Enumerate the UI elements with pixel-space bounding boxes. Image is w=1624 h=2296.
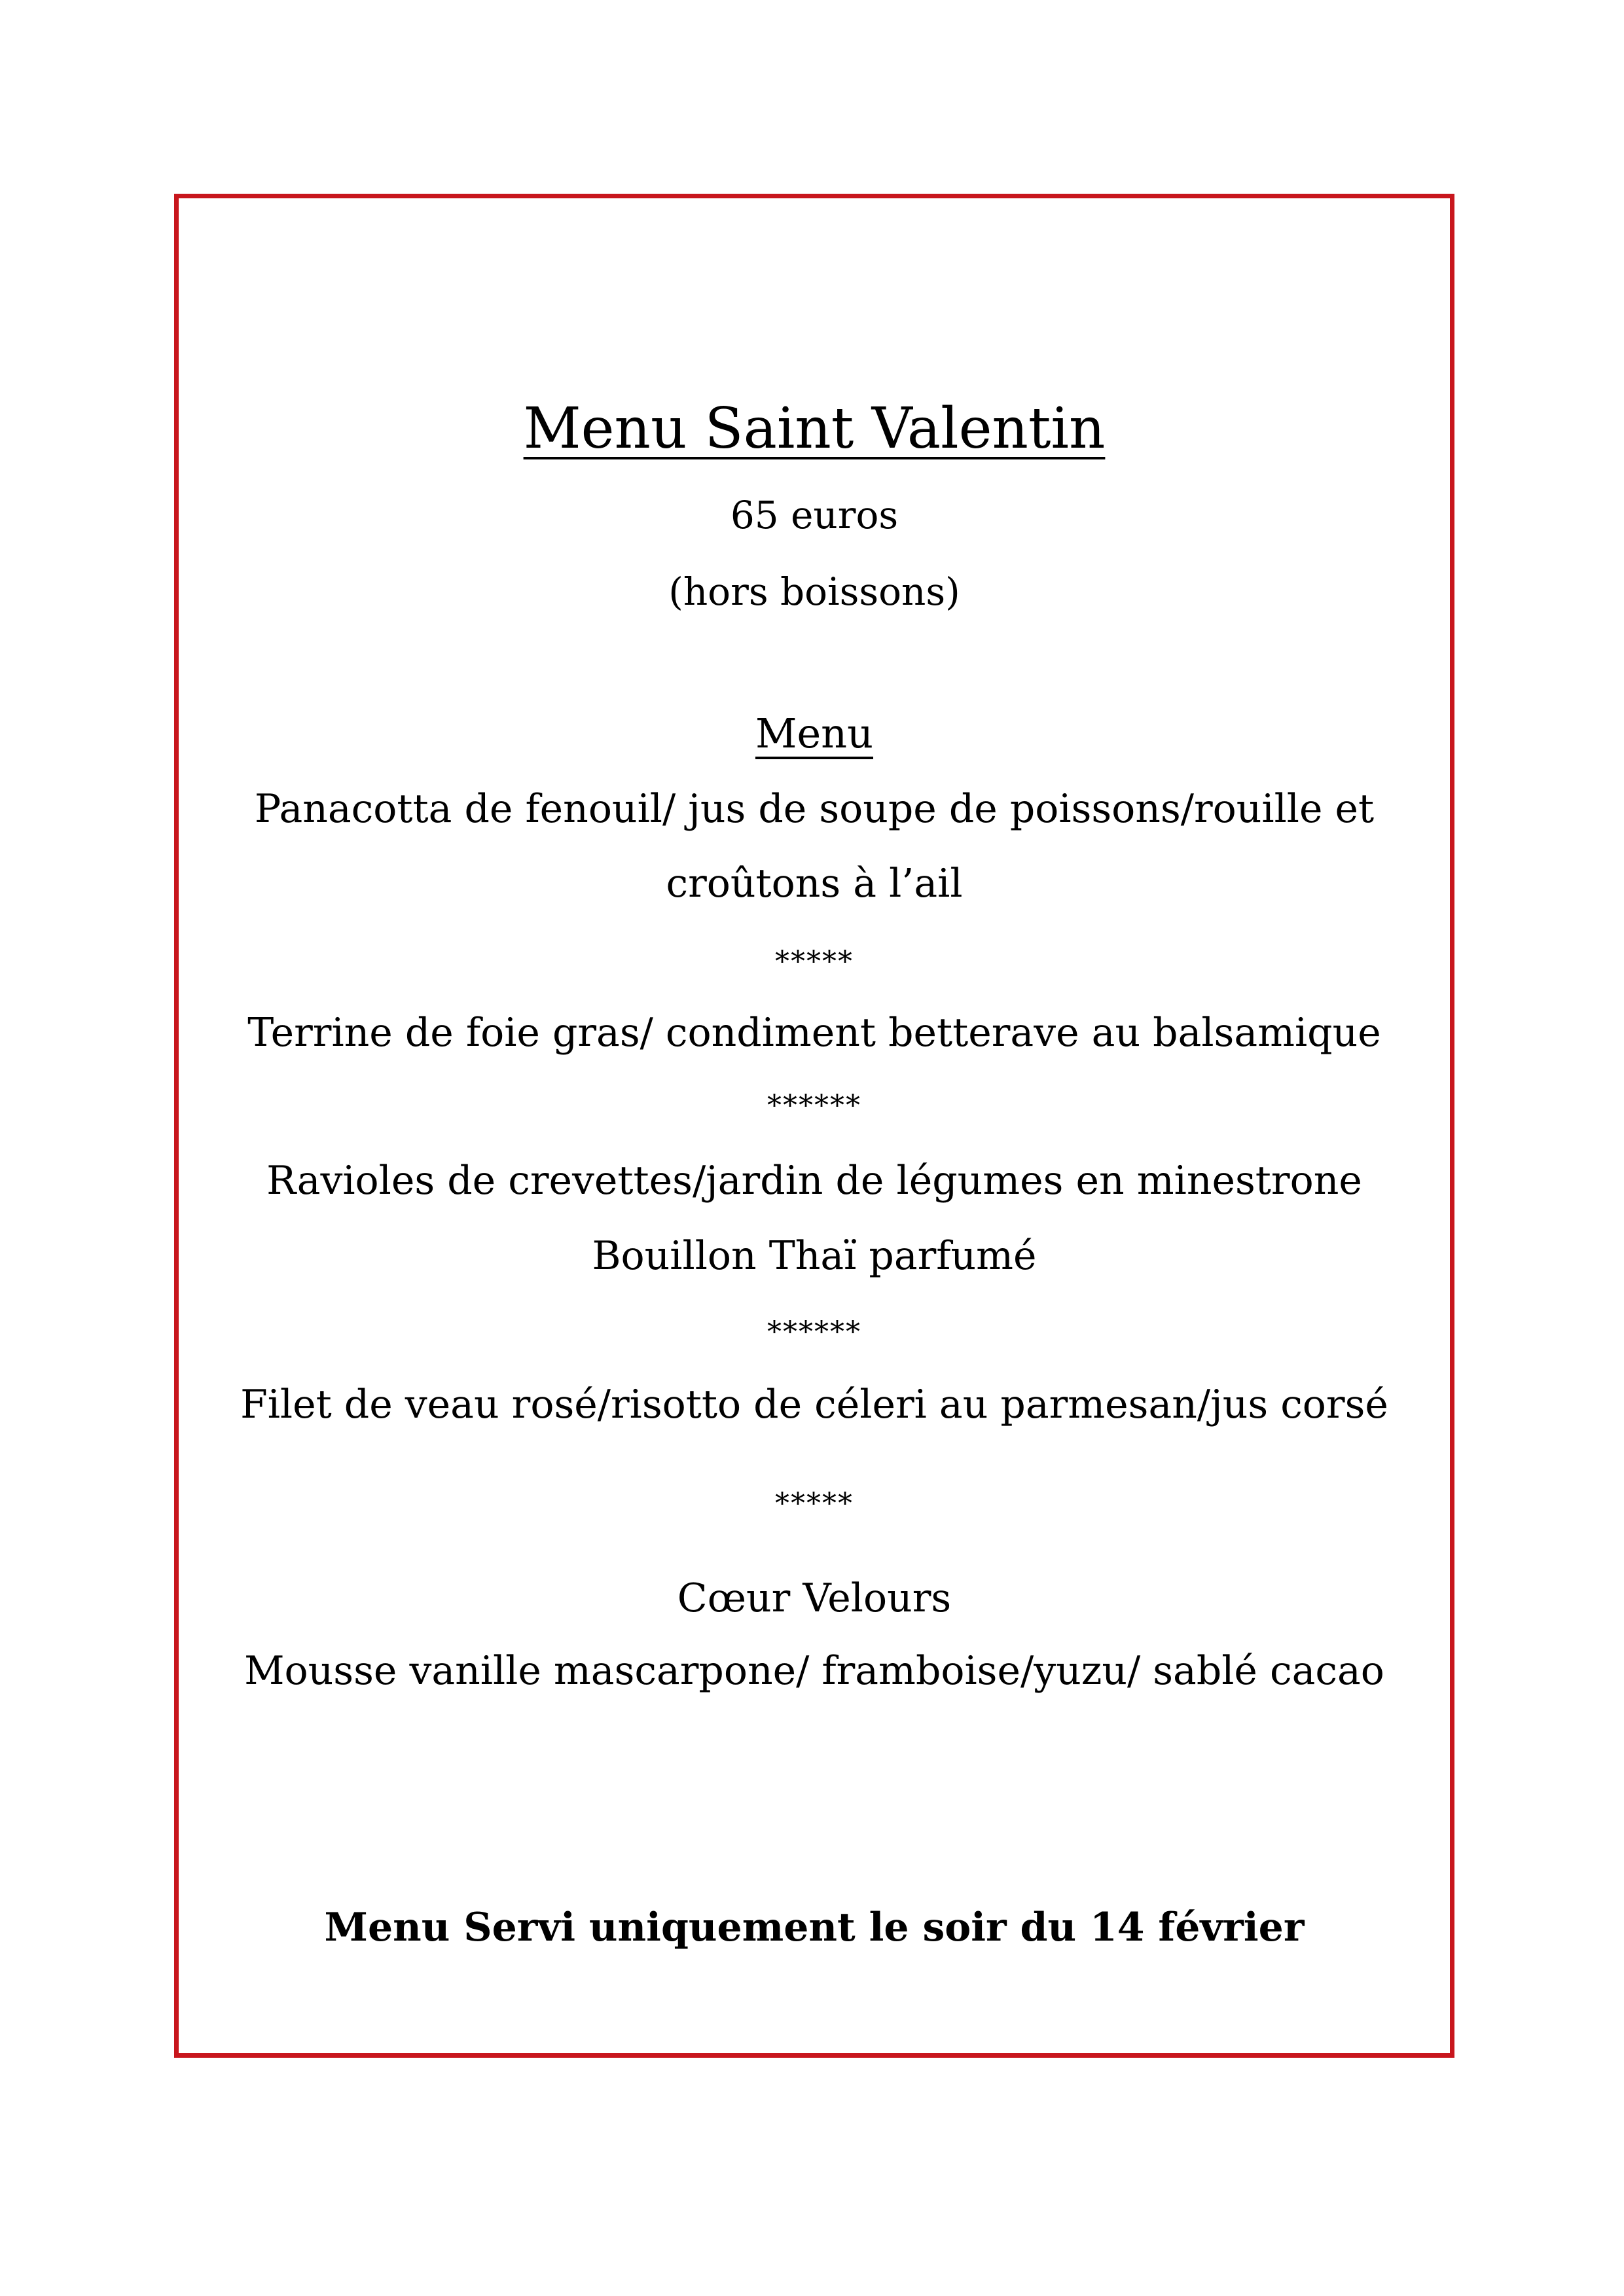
section-heading-text: Menu — [755, 709, 874, 757]
course-separator: ****** — [767, 1316, 861, 1349]
menu-title — [174, 396, 1454, 461]
course-2-line-1: Terrine de foie gras/ condiment betterave au balsamique — [247, 1010, 1381, 1056]
menu-price: 65 euros — [730, 493, 899, 537]
dessert-description: Mousse vanille mascarpone/ framboise/yuzu/ sablé cacao — [244, 1648, 1384, 1694]
course-1-line-1: Panacotta de fenouil/ jus de soupe de poissons/rouille et — [254, 786, 1375, 832]
menu-border-frame — [174, 194, 1454, 2058]
menu-title-text: Menu Saint Valentin — [523, 396, 1106, 461]
course-3-line-2: Bouillon Thaï parfumé — [592, 1233, 1037, 1279]
course-separator: ***** — [775, 1487, 854, 1520]
course-separator: ****** — [767, 1089, 861, 1122]
course-3-line-1: Ravioles de crevettes/jardin de légumes en minestrone — [266, 1158, 1362, 1204]
price-note: (hors boissons) — [668, 569, 960, 614]
section-heading — [174, 709, 1454, 757]
course-4-line-1: Filet de veau rosé/risotto de céleri au parmesan/jus corsé — [240, 1382, 1388, 1427]
menu-footer-note: Menu Servi uniquement le soir du 14 février — [324, 1905, 1305, 1950]
course-separator: ***** — [775, 945, 854, 978]
course-1-line-2: croûtons à l’ail — [666, 861, 963, 906]
dessert-name: Cœur Velours — [677, 1575, 952, 1621]
